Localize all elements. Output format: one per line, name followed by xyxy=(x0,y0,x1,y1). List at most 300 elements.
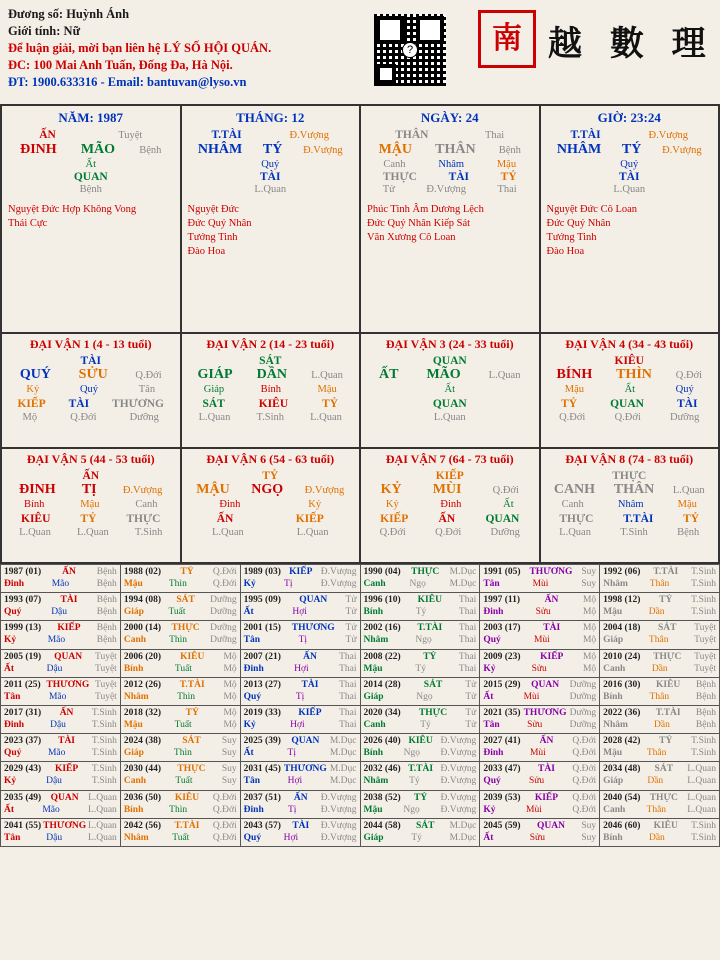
year-stage-top: Dưỡng xyxy=(569,679,597,690)
year-cell[interactable] xyxy=(361,791,481,819)
year-cell[interactable] xyxy=(121,791,241,819)
year-label: 2012 (26) xyxy=(123,679,162,690)
year-cell[interactable] xyxy=(361,706,481,734)
year-label: 2039 (53) xyxy=(483,792,521,803)
luck7-hs-3: Ất xyxy=(503,499,514,510)
year-stage-bottom: Tuyệt xyxy=(694,663,716,674)
year-branch: Tị xyxy=(284,579,293,589)
year-stage-1: Tuyệt xyxy=(118,130,143,141)
year-stem: Đinh xyxy=(483,748,504,759)
year-cell[interactable] xyxy=(241,565,361,593)
year-label: 2011 (25) xyxy=(4,679,41,690)
year-stem: Đinh xyxy=(4,579,25,589)
year-stage-top: Q.Đới xyxy=(212,567,237,577)
year-stem: Bính xyxy=(123,663,144,674)
year-stem: Kỷ xyxy=(243,719,256,730)
year-label: 1997 (11) xyxy=(483,595,521,606)
year-stage-top: Dưỡng xyxy=(569,707,597,718)
year-stage-top: Tuyệt xyxy=(694,651,716,662)
year-branch: Tý xyxy=(420,719,431,730)
year-cell[interactable] xyxy=(600,593,720,621)
day-stage-1: Thai xyxy=(484,130,505,141)
year-cell[interactable] xyxy=(600,678,720,706)
year-branch: Hợi xyxy=(290,719,305,730)
year-stem: Giáp xyxy=(123,607,144,618)
luck-cycle-8-title: ĐẠI VẬN 8 (74 - 83 tuổi) xyxy=(565,452,694,466)
year-cell[interactable] xyxy=(361,819,481,847)
year-stage-top: Bệnh xyxy=(695,679,716,690)
year-stem: Canh xyxy=(603,804,626,815)
year-cell[interactable] xyxy=(1,791,121,819)
year-branch: MÃO xyxy=(80,142,116,157)
year-cell[interactable] xyxy=(1,706,121,734)
luck8-top-god: THỰC xyxy=(612,470,647,482)
year-stem: Canh xyxy=(363,579,386,589)
year-stem: Mậu xyxy=(123,579,143,589)
year-stage-top: Tử xyxy=(465,679,477,690)
year-stage-top: Mộ xyxy=(223,707,237,718)
year-cell[interactable] xyxy=(1,734,121,762)
year-label: 2038 (52) xyxy=(363,792,401,803)
year-ten-god: KIÊU xyxy=(653,820,678,831)
year-branch: Mão xyxy=(42,804,60,815)
luck8-hs-3: Mậu xyxy=(677,499,697,510)
year-stage-bottom: Q.Đới xyxy=(572,804,597,815)
hour-star-1: Nguyệt Đức Cô Loan xyxy=(546,204,638,215)
year-cell[interactable] xyxy=(1,762,121,790)
year-stem: Mậu xyxy=(363,663,383,674)
year-star-2: Thái Cực xyxy=(8,218,48,229)
year-stage-bottom: M.Dục xyxy=(329,776,357,787)
year-ten-god: QUAN xyxy=(50,792,79,803)
year-stem: Kỷ xyxy=(243,579,256,589)
year-cell[interactable] xyxy=(1,819,121,847)
year-branch: Tị xyxy=(298,635,308,646)
year-stage-top: Bệnh xyxy=(96,567,117,577)
year-ten-god: SÁT xyxy=(415,820,435,831)
year-stage-bottom: Đ.Vượng xyxy=(440,776,477,787)
year-cell[interactable] xyxy=(1,621,121,649)
year-branch: Tý xyxy=(415,607,427,618)
luck5-st-1: L.Quan xyxy=(19,527,51,538)
luck-cycle-8[interactable] xyxy=(541,449,720,564)
year-hidden-stem: Ất xyxy=(85,159,96,170)
year-label: 1991 (05) xyxy=(483,567,521,577)
year-cell[interactable] xyxy=(241,819,361,847)
year-stage-bottom: Mộ xyxy=(223,663,237,674)
year-cell[interactable] xyxy=(121,565,241,593)
year-ten-god: ẤN xyxy=(39,129,56,141)
year-stem: Đinh xyxy=(243,663,264,674)
pillar-day-title: NGÀY: 24 xyxy=(420,110,479,125)
year-branch: Thân xyxy=(646,804,667,815)
year-stage-top: M.Dục xyxy=(329,764,357,775)
year-label: 2013 (27) xyxy=(243,679,281,690)
year-cell[interactable] xyxy=(241,791,361,819)
year-branch: Mão xyxy=(47,748,66,759)
year-stem: Tân xyxy=(4,832,21,843)
year-cell[interactable] xyxy=(480,650,600,678)
year-stage-top: T.Sinh xyxy=(691,736,716,747)
luck1-stage: Q.Đới xyxy=(135,370,162,381)
year-stage-bottom: Q.Đới xyxy=(572,776,597,787)
year-stage-bottom: Thai xyxy=(339,719,357,730)
year-stage-bottom: Dưỡng xyxy=(569,691,597,702)
year-stage-bottom: Q.Đới xyxy=(212,579,237,589)
year-cell[interactable] xyxy=(480,762,600,790)
year-cell[interactable] xyxy=(121,593,241,621)
luck2-hs-2: Bính xyxy=(260,384,282,395)
year-stage-bottom: Đ.Vượng xyxy=(320,804,357,815)
year-cell[interactable] xyxy=(121,706,241,734)
year-stem: Quý xyxy=(483,635,501,646)
year-label: 2020 (34) xyxy=(363,707,401,718)
year-label: 1989 (03) xyxy=(243,567,281,577)
year-cell[interactable] xyxy=(241,650,361,678)
year-stage-top: Đ.Vượng xyxy=(440,792,477,803)
year-branch: Thân xyxy=(646,748,667,759)
year-branch: Ngọ xyxy=(403,804,420,815)
luck-cycle-7[interactable] xyxy=(361,449,541,564)
luck4-st-3: Dưỡng xyxy=(670,412,700,423)
year-cell[interactable] xyxy=(600,621,720,649)
year-stage-top: L.Quan xyxy=(687,764,716,775)
luck8-st-3: Bệnh xyxy=(677,527,700,538)
luck5-hs-2: Mậu xyxy=(80,499,100,510)
luck6-stage: Đ.Vượng xyxy=(304,485,345,496)
year-branch: Ngọ xyxy=(416,691,433,702)
year-cell[interactable] xyxy=(1,678,121,706)
year-stage-top: Q.Đới xyxy=(572,792,597,803)
year-branch: Hợi xyxy=(283,832,299,843)
year-cell[interactable] xyxy=(241,734,361,762)
luck5-hg-2: TỶ xyxy=(80,513,97,525)
year-cell[interactable] xyxy=(121,734,241,762)
year-label: 2010 (24) xyxy=(603,651,641,662)
year-cell[interactable] xyxy=(600,706,720,734)
year-cell[interactable] xyxy=(480,791,600,819)
luck4-hs-3: Quý xyxy=(675,384,694,395)
year-label: 2043 (57) xyxy=(243,820,281,831)
year-cell[interactable] xyxy=(600,565,720,593)
year-star-1: Nguyệt Đức Hợp Không Vong xyxy=(8,204,137,215)
luck8-branch: THÂN xyxy=(613,482,655,497)
year-stage-bottom: Tử xyxy=(345,607,357,618)
year-label: 2014 (28) xyxy=(363,679,401,690)
year-stem: Nhâm xyxy=(363,635,389,646)
year-cell[interactable] xyxy=(361,650,481,678)
year-stage-top: Suy xyxy=(221,764,237,775)
luck1-hs-3: Tân xyxy=(138,384,156,395)
year-stem: Quý xyxy=(243,691,262,702)
year-label: 2026 (40) xyxy=(363,736,401,747)
year-stage-top: Thai xyxy=(339,651,357,662)
year-ten-god: THƯƠNG xyxy=(283,764,327,775)
luck8-hg-1: THỰC xyxy=(559,513,594,525)
year-cell[interactable] xyxy=(600,762,720,790)
year-branch: Tuất xyxy=(168,607,186,618)
year-label: 2044 (58) xyxy=(363,820,401,831)
year-cell[interactable] xyxy=(121,678,241,706)
luck6-st-1: L.Quan xyxy=(211,527,244,538)
year-branch: Thìn xyxy=(168,579,187,589)
luck-cycle-6-title: ĐẠI VẬN 6 (54 - 63 tuổi) xyxy=(206,452,335,466)
luck1-branch: SỬU xyxy=(78,367,108,382)
year-ten-god: SÁT xyxy=(182,736,201,747)
day-hidden-stem-3: Mậu xyxy=(496,159,517,170)
year-stage-top: Tử xyxy=(345,595,357,606)
year-cell[interactable] xyxy=(361,678,481,706)
luck4-branch: THÌN xyxy=(616,367,652,382)
luck6-hg-2: KIẾP xyxy=(295,513,324,525)
year-ten-god: KIÊU xyxy=(180,651,205,662)
hour-stars-list xyxy=(547,203,713,259)
luck6-top-god: TỶ xyxy=(262,470,279,482)
luck6-hg-1: ẤN xyxy=(216,513,234,525)
year-cell[interactable] xyxy=(480,734,600,762)
year-stage-top: T.Sinh xyxy=(91,707,117,718)
year-cell[interactable] xyxy=(600,791,720,819)
year-cell[interactable] xyxy=(361,734,481,762)
year-label: 2017 (31) xyxy=(4,707,42,718)
year-stage-top: Suy xyxy=(581,820,597,831)
year-ten-god: THƯƠNG xyxy=(291,623,335,634)
year-cell[interactable] xyxy=(1,650,121,678)
year-cell[interactable] xyxy=(480,678,600,706)
year-cell[interactable] xyxy=(361,593,481,621)
year-stem: Nhâm xyxy=(603,719,628,730)
year-branch: Mão xyxy=(51,579,70,589)
year-stem: ĐINH xyxy=(20,142,57,157)
year-label: 2032 (46) xyxy=(363,764,401,775)
year-stage-bottom: Mộ xyxy=(582,635,597,646)
year-cell[interactable] xyxy=(121,650,241,678)
year-ten-god: KIẾP xyxy=(298,707,322,718)
year-cell[interactable] xyxy=(361,565,481,593)
year-branch: Tị xyxy=(295,691,305,702)
year-cell[interactable] xyxy=(241,678,361,706)
luck4-stem: BÍNH xyxy=(556,367,593,382)
month-star-4: Đào Hoa xyxy=(187,246,226,257)
year-stem: Quý xyxy=(483,776,501,787)
year-stage-bottom: Mộ xyxy=(223,691,237,702)
month-star-2: Đức Quý Nhân xyxy=(187,218,252,229)
year-branch: Mùi xyxy=(532,579,549,589)
luck-cycle-1[interactable] xyxy=(2,334,182,449)
year-ten-god: KIẾP xyxy=(289,567,313,577)
luck1-top-god: TÀI xyxy=(80,355,101,367)
year-stage-bottom: L.Quan xyxy=(687,776,716,787)
luck7-st-3: Dưỡng xyxy=(490,527,520,538)
year-ten-god: TỶ xyxy=(659,736,673,747)
year-cell[interactable] xyxy=(1,593,121,621)
year-cell[interactable] xyxy=(600,819,720,847)
luck-cycle-6[interactable] xyxy=(182,449,362,564)
year-ten-god: TỶ xyxy=(423,651,437,662)
year-stem: Canh xyxy=(363,719,386,730)
luck-cycle-4[interactable] xyxy=(541,334,720,449)
year-cell[interactable] xyxy=(361,762,481,790)
year-stage-bottom: Tuyệt xyxy=(94,691,117,702)
year-label: 1990 (04) xyxy=(363,567,401,577)
year-stage-bottom: Tử xyxy=(465,719,477,730)
hour-star-2: Đức Quý Nhân xyxy=(546,218,611,229)
luck2-branch: DẦN xyxy=(256,367,287,382)
day-stage-2: Bệnh xyxy=(498,145,521,156)
year-cell[interactable] xyxy=(480,565,600,593)
year-stem: Ất xyxy=(243,748,254,759)
year-label: 2003 (17) xyxy=(483,623,521,634)
year-cell[interactable] xyxy=(121,819,241,847)
luck-cycle-5[interactable] xyxy=(2,449,182,564)
year-branch: Hợi xyxy=(294,663,309,674)
year-hidden-god: QUAN xyxy=(73,171,108,183)
luck-cycle-2[interactable] xyxy=(182,334,362,449)
year-stem: Tân xyxy=(483,579,500,589)
year-label: 2021 (35) xyxy=(483,707,521,718)
year-cell[interactable] xyxy=(241,621,361,649)
luck2-st-1: L.Quan xyxy=(198,412,231,423)
luck6-st-2: L.Quan xyxy=(296,527,329,538)
year-label: 2000 (14) xyxy=(123,623,162,634)
year-cell[interactable] xyxy=(600,650,720,678)
luck7-hs-1: Kỷ xyxy=(385,499,399,510)
year-stem: Mậu xyxy=(363,804,383,815)
year-branch: Tuất xyxy=(174,663,192,674)
year-stage-bottom: Mộ xyxy=(582,663,597,674)
luck4-hs-2: Ất xyxy=(624,384,636,395)
year-stem: Nhâm xyxy=(123,691,149,702)
luck8-hs-1: Canh xyxy=(561,499,584,510)
year-branch: Dần xyxy=(654,719,670,730)
brand-title: 越 數 理 xyxy=(548,24,714,64)
qr-code-icon[interactable] xyxy=(374,14,446,86)
luck5-top-god: ẤN xyxy=(82,470,100,482)
year-ten-god: T.TÀI xyxy=(408,764,434,775)
year-branch: Mùi xyxy=(523,691,540,702)
year-label: 2036 (50) xyxy=(123,792,162,803)
year-label: 2001 (15) xyxy=(243,623,281,634)
year-cell[interactable] xyxy=(121,621,241,649)
hour-star-3: Tướng Tinh xyxy=(546,232,597,243)
year-label: 2007 (21) xyxy=(243,651,281,662)
year-branch: Dậu xyxy=(46,776,62,787)
year-stage-top: Bệnh xyxy=(96,595,117,606)
year-branch: Sửu xyxy=(527,719,543,730)
year-stage-top: Đ.Vượng xyxy=(320,820,357,831)
luck3-branch: MÃO xyxy=(426,367,461,382)
year-label: 2045 (59) xyxy=(483,820,521,831)
year-stage-bottom: Mộ xyxy=(223,719,237,730)
year-label: 2025 (39) xyxy=(243,736,281,747)
month-star-1: Nguyệt Đức xyxy=(187,204,239,215)
year-cell[interactable] xyxy=(480,593,600,621)
luck7-hg-3: QUAN xyxy=(485,513,520,525)
luck4-stage: Q.Đới xyxy=(675,370,703,381)
luck-cycle-3-title: ĐẠI VẬN 3 (24 - 33 tuổi) xyxy=(385,337,514,351)
year-stage-bottom: Q.Đới xyxy=(212,804,237,815)
year-cell[interactable] xyxy=(480,706,600,734)
year-branch: Thìn xyxy=(169,804,188,815)
year-branch: Thìn xyxy=(169,635,188,646)
year-stage-top: T.Sinh xyxy=(691,820,716,831)
year-label: 1987 (01) xyxy=(4,567,42,577)
year-stage-bottom: Q.Đới xyxy=(212,832,237,843)
year-cell[interactable] xyxy=(241,762,361,790)
year-branch: Mùi xyxy=(533,635,550,646)
year-cell[interactable] xyxy=(241,706,361,734)
year-ten-god: THỰC xyxy=(649,792,678,803)
year-stem: Mậu xyxy=(123,719,143,730)
year-branch: Thân xyxy=(649,691,670,702)
year-label: 1996 (10) xyxy=(363,595,401,606)
year-ten-god: TỶ xyxy=(414,792,428,803)
year-label: 2016 (30) xyxy=(603,679,641,690)
year-branch: Ngọ xyxy=(415,635,432,646)
year-ten-god: T.TÀI xyxy=(179,679,205,690)
year-cell[interactable] xyxy=(1,565,121,593)
luck8-st-1: L.Quan xyxy=(559,527,591,538)
address-line: ĐC: 100 Mai Anh Tuấn, Đống Đa, Hà Nội. xyxy=(8,58,233,72)
year-branch: Thân xyxy=(648,635,669,646)
year-stage-bottom: Dưỡng xyxy=(569,719,597,730)
year-stem: Bính xyxy=(363,748,384,759)
luck5-branch: TỊ xyxy=(81,482,97,497)
year-stage-top: M.Dục xyxy=(449,820,477,831)
luck3-stage: L.Quan xyxy=(488,370,521,381)
year-ten-god: ẤN xyxy=(303,651,317,662)
year-branch: Ngọ xyxy=(409,579,426,589)
year-stem: Giáp xyxy=(363,691,384,702)
year-stem: Tân xyxy=(243,776,261,787)
year-label: 2027 (41) xyxy=(483,736,521,747)
year-ten-god: KIÊU xyxy=(417,595,442,606)
year-label: 2004 (18) xyxy=(603,623,641,634)
day-hidden-god-2: TÀI xyxy=(448,171,470,183)
luck-cycle-3[interactable] xyxy=(361,334,541,449)
year-branch: Hợi xyxy=(287,776,303,787)
year-branch: Mão xyxy=(48,691,67,702)
hour-hidden-stem: Quý xyxy=(620,159,639,170)
luck-cycle-5-title: ĐẠI VẬN 5 (44 - 53 tuổi) xyxy=(26,452,155,466)
year-cell[interactable] xyxy=(480,819,600,847)
year-stage-top: Thai xyxy=(339,679,357,690)
luck5-st-3: T.Sinh xyxy=(134,527,163,538)
year-ten-god: TÀI xyxy=(538,764,555,775)
year-stage-top: T.Sinh xyxy=(91,736,117,747)
luck1-hs-1: Kỷ xyxy=(26,384,40,395)
year-cell[interactable] xyxy=(480,621,600,649)
luck7-stage: Q.Đới xyxy=(492,485,519,496)
year-branch: Hợi xyxy=(292,607,307,618)
year-cell[interactable] xyxy=(121,762,241,790)
annual-years-table xyxy=(0,564,720,847)
month-star-3: Tướng Tinh xyxy=(187,232,238,243)
day-hidden-stem-2: Nhâm xyxy=(438,159,465,170)
pillar-month xyxy=(182,106,362,334)
year-label: 2009 (23) xyxy=(483,651,521,662)
year-ten-god: THỰC xyxy=(177,764,206,775)
year-stem: Giáp xyxy=(603,776,624,787)
year-cell[interactable] xyxy=(241,593,361,621)
luck4-hg-2: QUAN xyxy=(610,398,644,410)
year-cell[interactable] xyxy=(361,621,481,649)
year-label: 2005 (19) xyxy=(4,651,42,662)
luck-cycle-7-title: ĐẠI VẬN 7 (64 - 73 tuổi) xyxy=(385,452,514,466)
year-cell[interactable] xyxy=(600,734,720,762)
year-ten-god: ẤN xyxy=(59,707,74,718)
year-branch: Dậu xyxy=(51,607,68,618)
